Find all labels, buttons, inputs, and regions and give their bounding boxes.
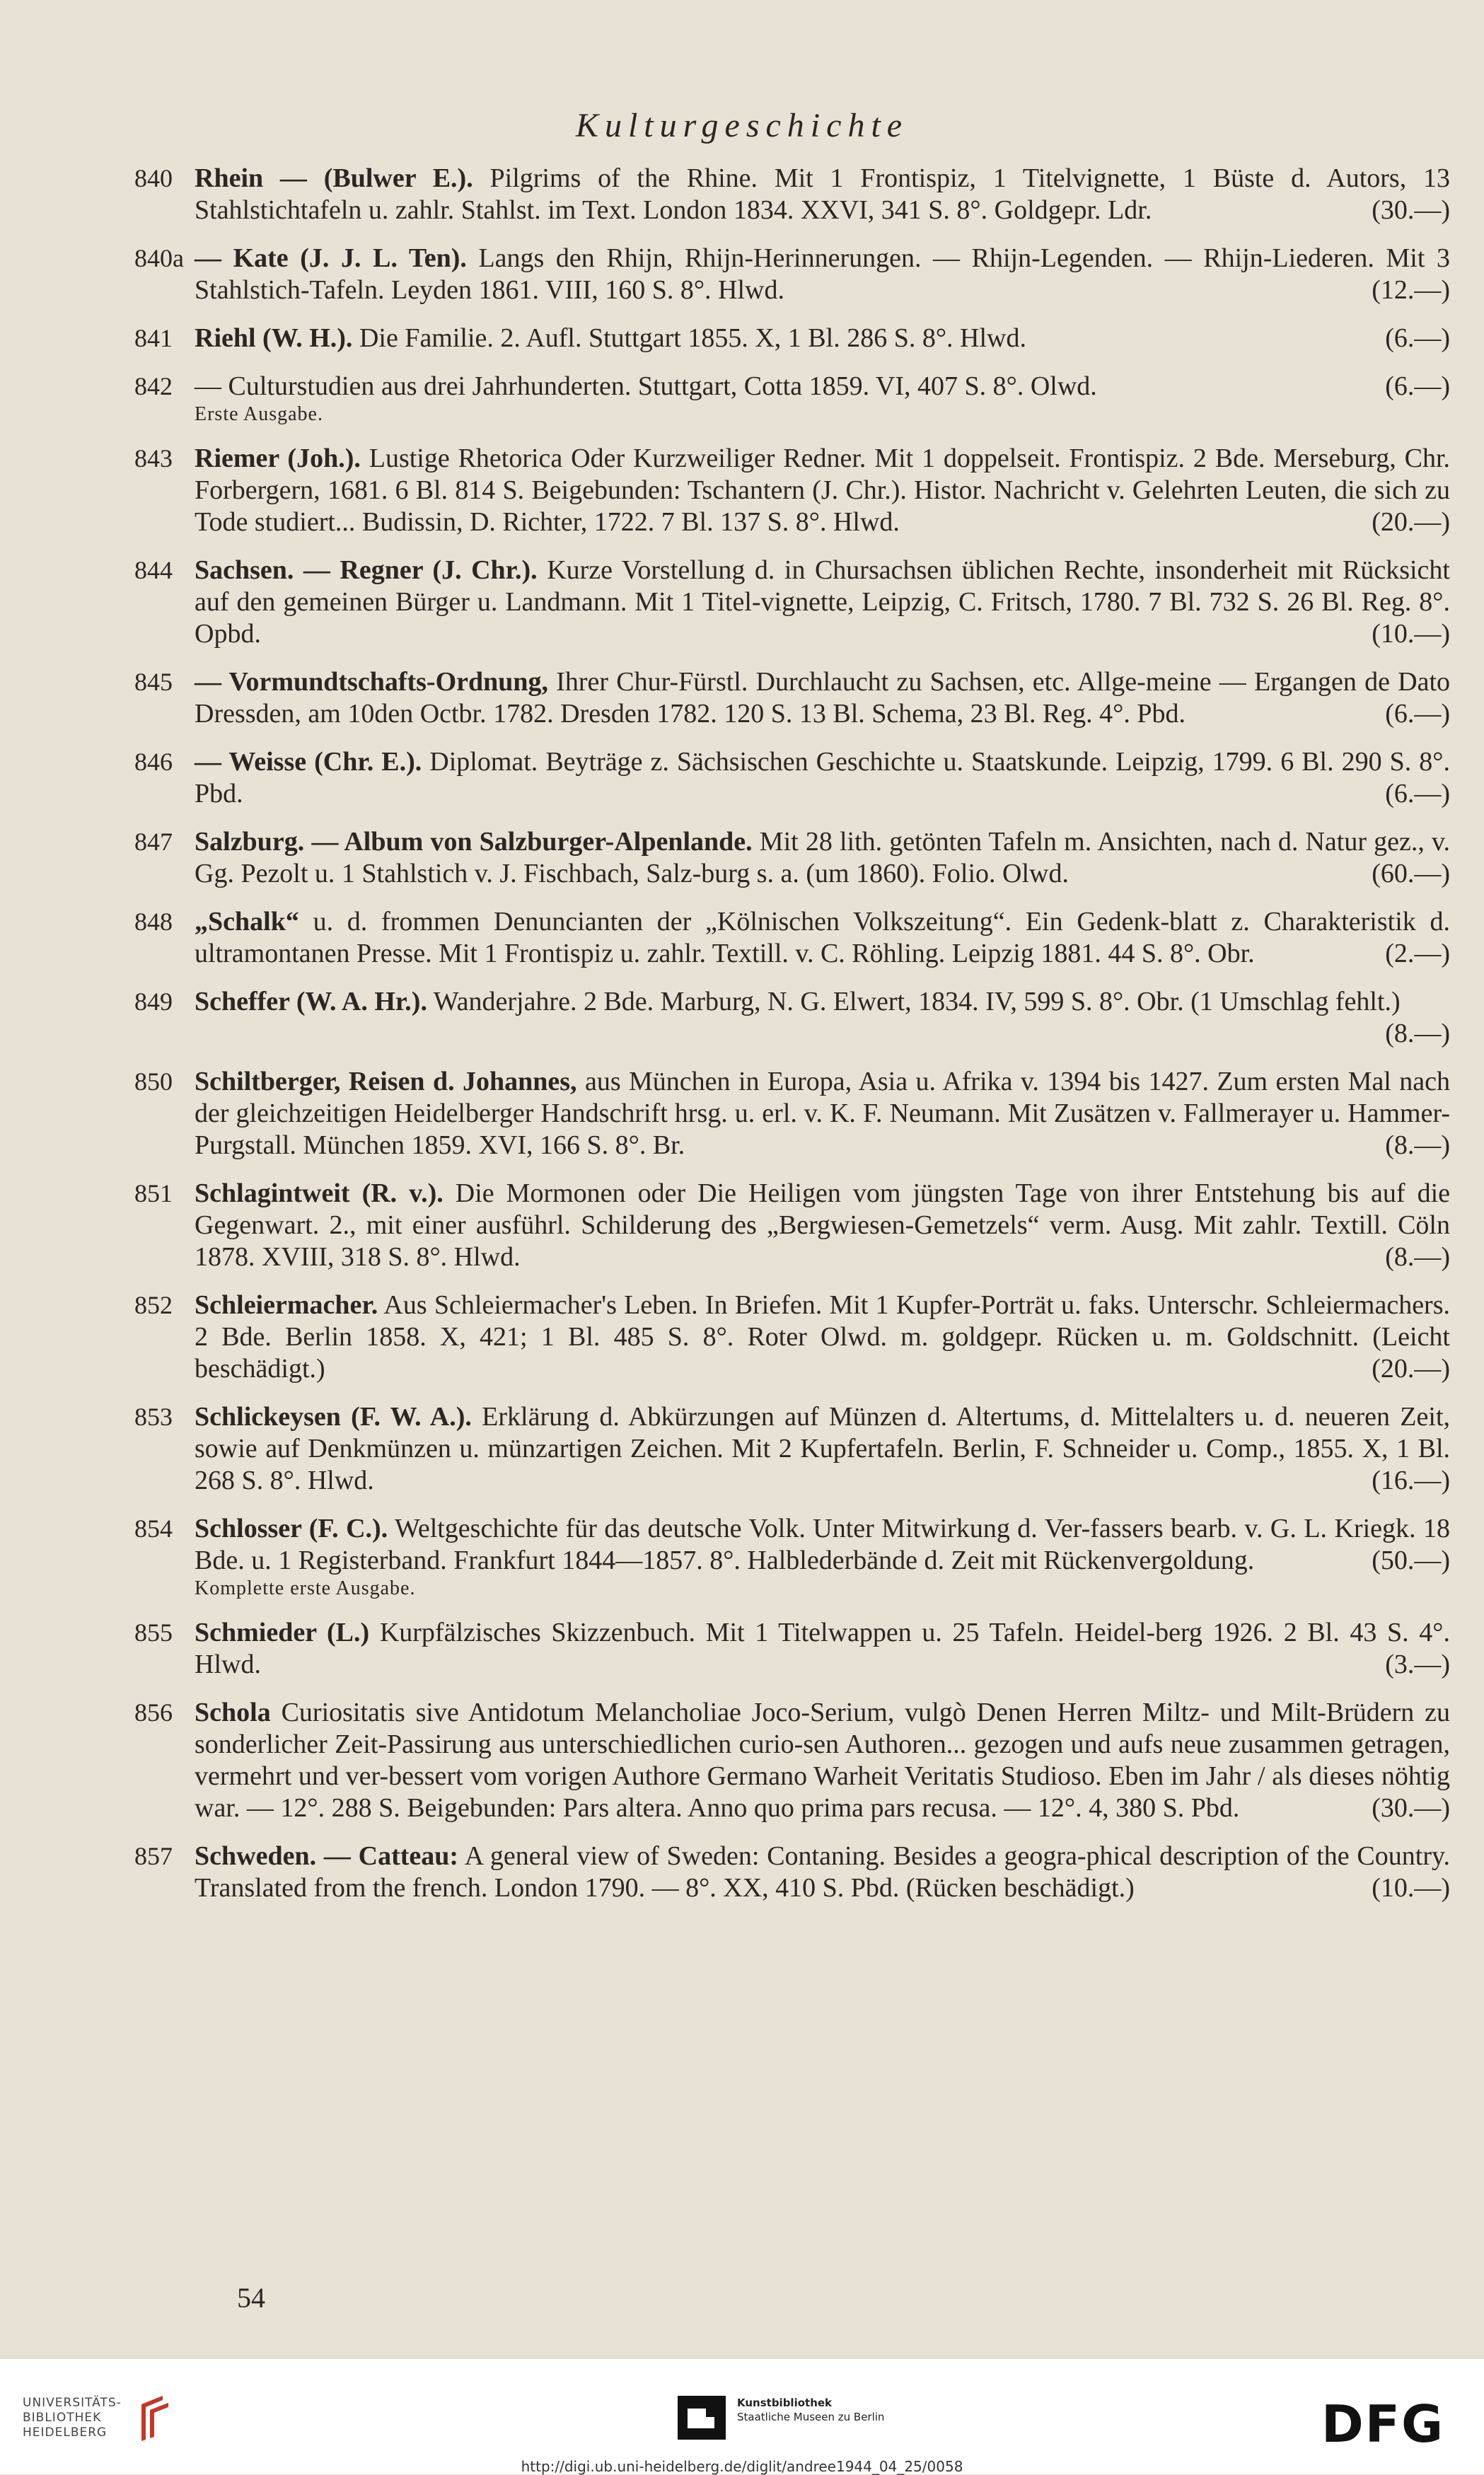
- entry-text-block: [195, 746, 1450, 810]
- entry-author: Schola: [195, 1698, 271, 1727]
- entry-price: (20.—): [1372, 1354, 1450, 1384]
- entry-number: 852: [134, 1291, 173, 1319]
- entry-list: [134, 163, 1450, 1920]
- entry-price: (60.—): [1372, 859, 1450, 888]
- entry-price: (16.—): [1372, 1466, 1450, 1495]
- entry-price: (30.—): [1372, 1793, 1450, 1823]
- entry-author: — Weisse (Chr. E.).: [195, 747, 422, 777]
- entry-text-block: [195, 1513, 1450, 1577]
- entry-body: [195, 1401, 1450, 1497]
- entry-price: (6.—): [1385, 779, 1450, 808]
- entry-text-block: [195, 1401, 1450, 1497]
- entry-price: (8.—): [1385, 1130, 1450, 1160]
- entry-description: Ihrer Chur-Fürstl. Durchlaucht zu Sachsen, etc. Allge-meine — Ergangen de Dato Dressden, am 10den Octbr. 1782. Dresden 1782. 120 S. 13 Bl. Schema, 23 Bl. Reg. 4°. Pbd.: [195, 667, 1451, 729]
- entry-text-block: [195, 1841, 1450, 1904]
- entry-text-block: [195, 1066, 1450, 1161]
- entry-body: [195, 1617, 1450, 1681]
- entry-description: Pilgrims of the Rhine. Mit 1 Frontispiz, 1 Titelvignette, 1 Büste d. Autors, 13 Stahlstichtafeln u. zahlr. Stahlst. im Text. London 1834. XXVI, 341 S. 8°. Goldgepr. Ldr.: [195, 163, 1450, 225]
- entry-description: Mit 28 lith. getönten Tafeln m. Ansichten, nach d. Natur gez., v. Gg. Pezolt u. 1 Stahlstich v. J. Fischbach, Salz-burg s. a. (um 1860). Folio. Olwd.: [195, 827, 1451, 888]
- entry-author: Rhein — (Bulwer E.).: [195, 163, 473, 193]
- catalog-entry: [134, 1697, 1450, 1824]
- entry-price: (3.—): [1385, 1650, 1450, 1679]
- catalog-entry: [134, 555, 1450, 650]
- entry-description: Wanderjahre. 2 Bde. Marburg, N. G. Elwert, 1834. IV, 599 S. 8°. Obr. (1 Umschlag fehlt.): [433, 987, 1401, 1016]
- entry-price: (10.—): [1372, 1873, 1450, 1903]
- catalog-entry: [134, 371, 1450, 427]
- entry-number: 854: [134, 1514, 173, 1543]
- dfg-logo[interactable]: DFG: [1321, 2394, 1445, 2454]
- entry-author: — Vormundtschafts-Ordnung,: [195, 667, 549, 697]
- catalog-entry: [134, 243, 1450, 306]
- entry-price: (12.—): [1372, 275, 1450, 305]
- entry-description: Diplomat. Beyträge z. Sächsischen Geschichte u. Staatskunde. Leipzig, 1799. 6 Bl. 290 S. 8°. Pbd.: [195, 747, 1450, 808]
- entry-text-block: [195, 986, 1450, 1048]
- entry-price: (6.—): [1385, 699, 1450, 729]
- kunstbibliothek-logo-icon[interactable]: [678, 2396, 726, 2440]
- entry-body: [195, 1697, 1450, 1824]
- entry-description: Die Mormonen oder Die Heiligen vom jüngsten Tage von ihrer Entstehung bis auf die Gegenwart. 2., mit einer ausführl. Schilderung des „Bergwiesen-Gemetzels“ verm. Ausg. Mit zahlr. Textill. Cöln 1878. XVIII, 318 S. 8°. Hlwd.: [195, 1178, 1451, 1272]
- entry-price: (10.—): [1372, 619, 1450, 649]
- entry-author: Scheffer (W. A. Hr.).: [195, 987, 427, 1016]
- catalog-entry: [134, 906, 1450, 970]
- entry-author: Schlagintweit (R. v.).: [195, 1178, 444, 1208]
- entry-note: Komplette erste Ausgabe.: [195, 1577, 416, 1599]
- entry-author: Schlosser (F. C.).: [195, 1514, 388, 1543]
- entry-number: 850: [134, 1067, 173, 1096]
- entry-price: (30.—): [1372, 195, 1450, 225]
- catalog-entry: [134, 666, 1450, 730]
- catalog-entry: [134, 986, 1450, 1050]
- entry-number: 842: [134, 372, 173, 400]
- catalog-entry: [134, 1401, 1450, 1497]
- catalog-entry: [134, 1178, 1450, 1273]
- entry-body: [195, 826, 1450, 890]
- entry-author: — Kate (J. J. L. Ten).: [195, 243, 467, 273]
- page-number: 54: [237, 2282, 265, 2314]
- entry-price: (50.—): [1372, 1546, 1450, 1575]
- entry-description: u. d. frommen Denuncianten der „Kölnischen Volkszeitung“. Ein Gedenk-blatt z. Charakteristik d. ultramontanen Presse. Mit 1 Frontispiz u. zahlr. Textill. v. C. Röhling. Leipzig 1881. 44 S. 8°. Obr.: [195, 907, 1450, 968]
- entry-body: [195, 371, 1450, 427]
- catalog-entry: [134, 1841, 1450, 1904]
- entry-author: Riemer (Joh.).: [195, 444, 361, 473]
- entry-note: Erste Ausgabe.: [195, 403, 323, 425]
- entry-description: aus München in Europa, Asia u. Afrika v. 1394 bis 1427. Zum ersten Mal nach der gleichzeitigen Heidelberger Handschrift hrsg. u. erl. v. K. F. Neumann. Mit Zusätzen v. Fallmerayer u. Hammer-Purgstall. München 1859. XVI, 166 S. 8°. Br.: [195, 1067, 1450, 1160]
- entry-text-block: [195, 1617, 1450, 1681]
- entry-number: 851: [134, 1179, 173, 1207]
- entry-number: 841: [134, 324, 173, 352]
- catalog-entry: [134, 1289, 1450, 1385]
- entry-body: [195, 443, 1450, 538]
- catalog-entry: [134, 443, 1450, 538]
- entry-description: Kurpfälzisches Skizzenbuch. Mit 1 Titelwappen u. 25 Tafeln. Heidel-berg 1926. 2 Bl. 43 S. 4°. Hlwd.: [195, 1618, 1450, 1679]
- entry-body: [195, 163, 1450, 226]
- entry-description: — Culturstudien aus drei Jahrhunderten. Stuttgart, Cotta 1859. VI, 407 S. 8°. Olwd.: [195, 371, 1097, 401]
- entry-author: Schlickeysen (F. W. A.).: [195, 1402, 472, 1432]
- entry-price: (2.—): [1385, 939, 1450, 968]
- entry-number: 847: [134, 828, 173, 856]
- university-logo-icon[interactable]: [134, 2390, 174, 2447]
- entry-description: Die Familie. 2. Aufl. Stuttgart 1855. X, 1 Bl. 286 S. 8°. Hlwd.: [359, 323, 1026, 353]
- entry-price: (20.—): [1372, 507, 1450, 537]
- catalog-entry: [134, 1617, 1450, 1681]
- entry-author: Salzburg. — Album von Salzburger-Alpenlande.: [195, 827, 753, 857]
- entry-text-block: [195, 555, 1450, 650]
- entry-description: Langs den Rhijn, Rhijn-Herinnerungen. — Rhijn-Legenden. — Rhijn-Liederen. Mit 3 Stahlstich-Tafeln. Leyden 1861. VIII, 160 S. 8°. Hlwd.: [195, 243, 1450, 305]
- entry-body: [195, 986, 1450, 1050]
- entry-author: Schmieder (L.): [195, 1618, 370, 1647]
- entry-text-block: [195, 666, 1450, 730]
- entry-body: [195, 746, 1450, 810]
- entry-body: [195, 1289, 1450, 1385]
- entry-number: 855: [134, 1618, 173, 1647]
- entry-description: Curiositatis sive Antidotum Melancholiae Joco-Serium, vulgò Denen Herren Miltz- und Milt-Brüdern zu sonderlicher Zeit-Passirung aus unterschiedlichen curio-sen Authoren... gezogen und aufs neue zusammen getragen, vermehrt und ver-bessert vom vorigen Authore Germano Warheit Veritatis Studioso. Eben im Jahr / als dieses nöhtig war. — 12°. 288 S. Beigebunden: Pars altera. Anno quo prima pars recusa. — 12°. 4, 380 S. Pbd.: [195, 1698, 1451, 1823]
- entry-body: [195, 555, 1450, 650]
- entry-number: 848: [134, 908, 173, 936]
- entry-number: 846: [134, 748, 173, 776]
- entry-body: [195, 1178, 1450, 1273]
- entry-author: Schleiermacher.: [195, 1290, 378, 1320]
- university-library-label[interactable]: UNIVERSITÄTS- BIBLIOTHEK HEIDELBERG: [23, 2396, 122, 2440]
- catalog-entry: [134, 1066, 1450, 1161]
- catalog-entry: [134, 746, 1450, 810]
- entry-author: „Schalk“: [195, 907, 299, 937]
- source-url[interactable]: http://digi.ub.uni-heidelberg.de/diglit/andree1944_04_25/0058: [521, 2458, 963, 2475]
- entry-text-block: [195, 906, 1450, 970]
- entry-description: Erklärung d. Abkürzungen auf Münzen d. Altertums, d. Mittelalters u. d. neueren Zeit, sowie auf Denkmünzen u. münzartigen Zeichen. Mit 2 Kupfertafeln. Berlin, F. Schneider u. Comp., 1855. X, 1 Bl. 268 S. 8°. Hlwd.: [195, 1402, 1450, 1495]
- entry-text-block: [195, 1178, 1450, 1273]
- entry-body: [195, 906, 1450, 970]
- entry-body: [195, 1513, 1450, 1601]
- entry-number: 849: [134, 987, 173, 1016]
- entry-number: 845: [134, 668, 173, 696]
- entry-number: 856: [134, 1698, 173, 1727]
- entry-author: Sachsen. — Regner (J. Chr.).: [195, 555, 538, 585]
- entry-author: Schweden. — Catteau:: [195, 1841, 459, 1871]
- entry-number: 844: [134, 556, 173, 584]
- kunstbibliothek-label[interactable]: Kunstbibliothek Staatliche Museen zu Berlin: [737, 2396, 885, 2423]
- entry-text-block: [195, 826, 1450, 890]
- entry-description: Lustige Rhetorica Oder Kurzweiliger Redner. Mit 1 doppelseit. Frontispiz. 2 Bde. Merseburg, Chr. Forbergern, 1681. 6 Bl. 814 S. Beigebunden: Tschantern (J. Chr.). Histor. Nachricht v. Gelehrten Leuten, die sich zu Tode studiert... Budissin, D. Richter, 1722. 7 Bl. 137 S. 8°. Hlwd.: [195, 444, 1450, 537]
- entry-description: Aus Schleiermacher's Leben. In Briefen. Mit 1 Kupfer-Porträt u. faks. Unterschr. Schleiermachers. 2 Bde. Berlin 1858. X, 421; 1 Bl. 485 S. 8°. Roter Olwd. m. goldgepr. Rücken u. m. Goldschnitt. (Leicht beschädigt.): [195, 1290, 1451, 1384]
- catalog-entry: [134, 826, 1450, 890]
- page-header: Kulturgeschichte: [575, 107, 909, 144]
- entry-number: 840: [134, 164, 173, 192]
- entry-text-block: [195, 1289, 1450, 1385]
- entry-body: [195, 243, 1450, 306]
- entry-author: Schiltberger, Reisen d. Johannes,: [195, 1067, 577, 1096]
- entry-price: (8.—): [1385, 1242, 1450, 1272]
- entry-number: 857: [134, 1842, 173, 1870]
- entry-text-block: [195, 443, 1450, 538]
- entry-text-block: [195, 371, 1450, 402]
- entry-number: 840a: [134, 244, 184, 272]
- entry-author: Riehl (W. H.).: [195, 323, 353, 353]
- entry-number: 853: [134, 1403, 173, 1431]
- entry-body: [195, 1841, 1450, 1904]
- entry-body: [195, 323, 1450, 354]
- entry-description: Weltgeschichte für das deutsche Volk. Unter Mitwirkung d. Ver-fassers bearb. v. G. L. Kriegk. 18 Bde. u. 1 Registerband. Frankfurt 1844—1857. 8°. Halblederbände d. Zeit mit Rückenvergoldung.: [195, 1514, 1450, 1575]
- catalog-entry: [134, 323, 1450, 354]
- entry-description: Kurze Vorstellung d. in Chursachsen üblichen Rechte, insonderheit mit Rücksicht auf den gemeinen Bürger u. Landmann. Mit 1 Titel-vignette, Leipzig, C. Fritsch, 1780. 7 Bl. 732 S. 26 Bl. Reg. 8°. Opbd.: [195, 555, 1450, 649]
- entry-description: A general view of Sweden: Contaning. Besides a geogra-phical description of the Country. Translated from the french. London 1790. — 8°. XX, 410 S. Pbd. (Rücken beschädigt.): [195, 1841, 1451, 1903]
- entry-price: (8.—): [1385, 1019, 1450, 1048]
- entry-price: (6.—): [1385, 323, 1450, 353]
- entry-number: 843: [134, 444, 173, 473]
- entry-text-block: [195, 323, 1450, 354]
- catalog-entry: [134, 163, 1450, 226]
- entry-body: [195, 666, 1450, 730]
- entry-text-block: [195, 163, 1450, 226]
- entry-price: (6.—): [1385, 371, 1450, 401]
- catalog-entry: [134, 1513, 1450, 1601]
- entry-text-block: [195, 1697, 1450, 1824]
- entry-body: [195, 1066, 1450, 1161]
- footer: [0, 2359, 1484, 2474]
- entry-text-block: [195, 243, 1450, 306]
